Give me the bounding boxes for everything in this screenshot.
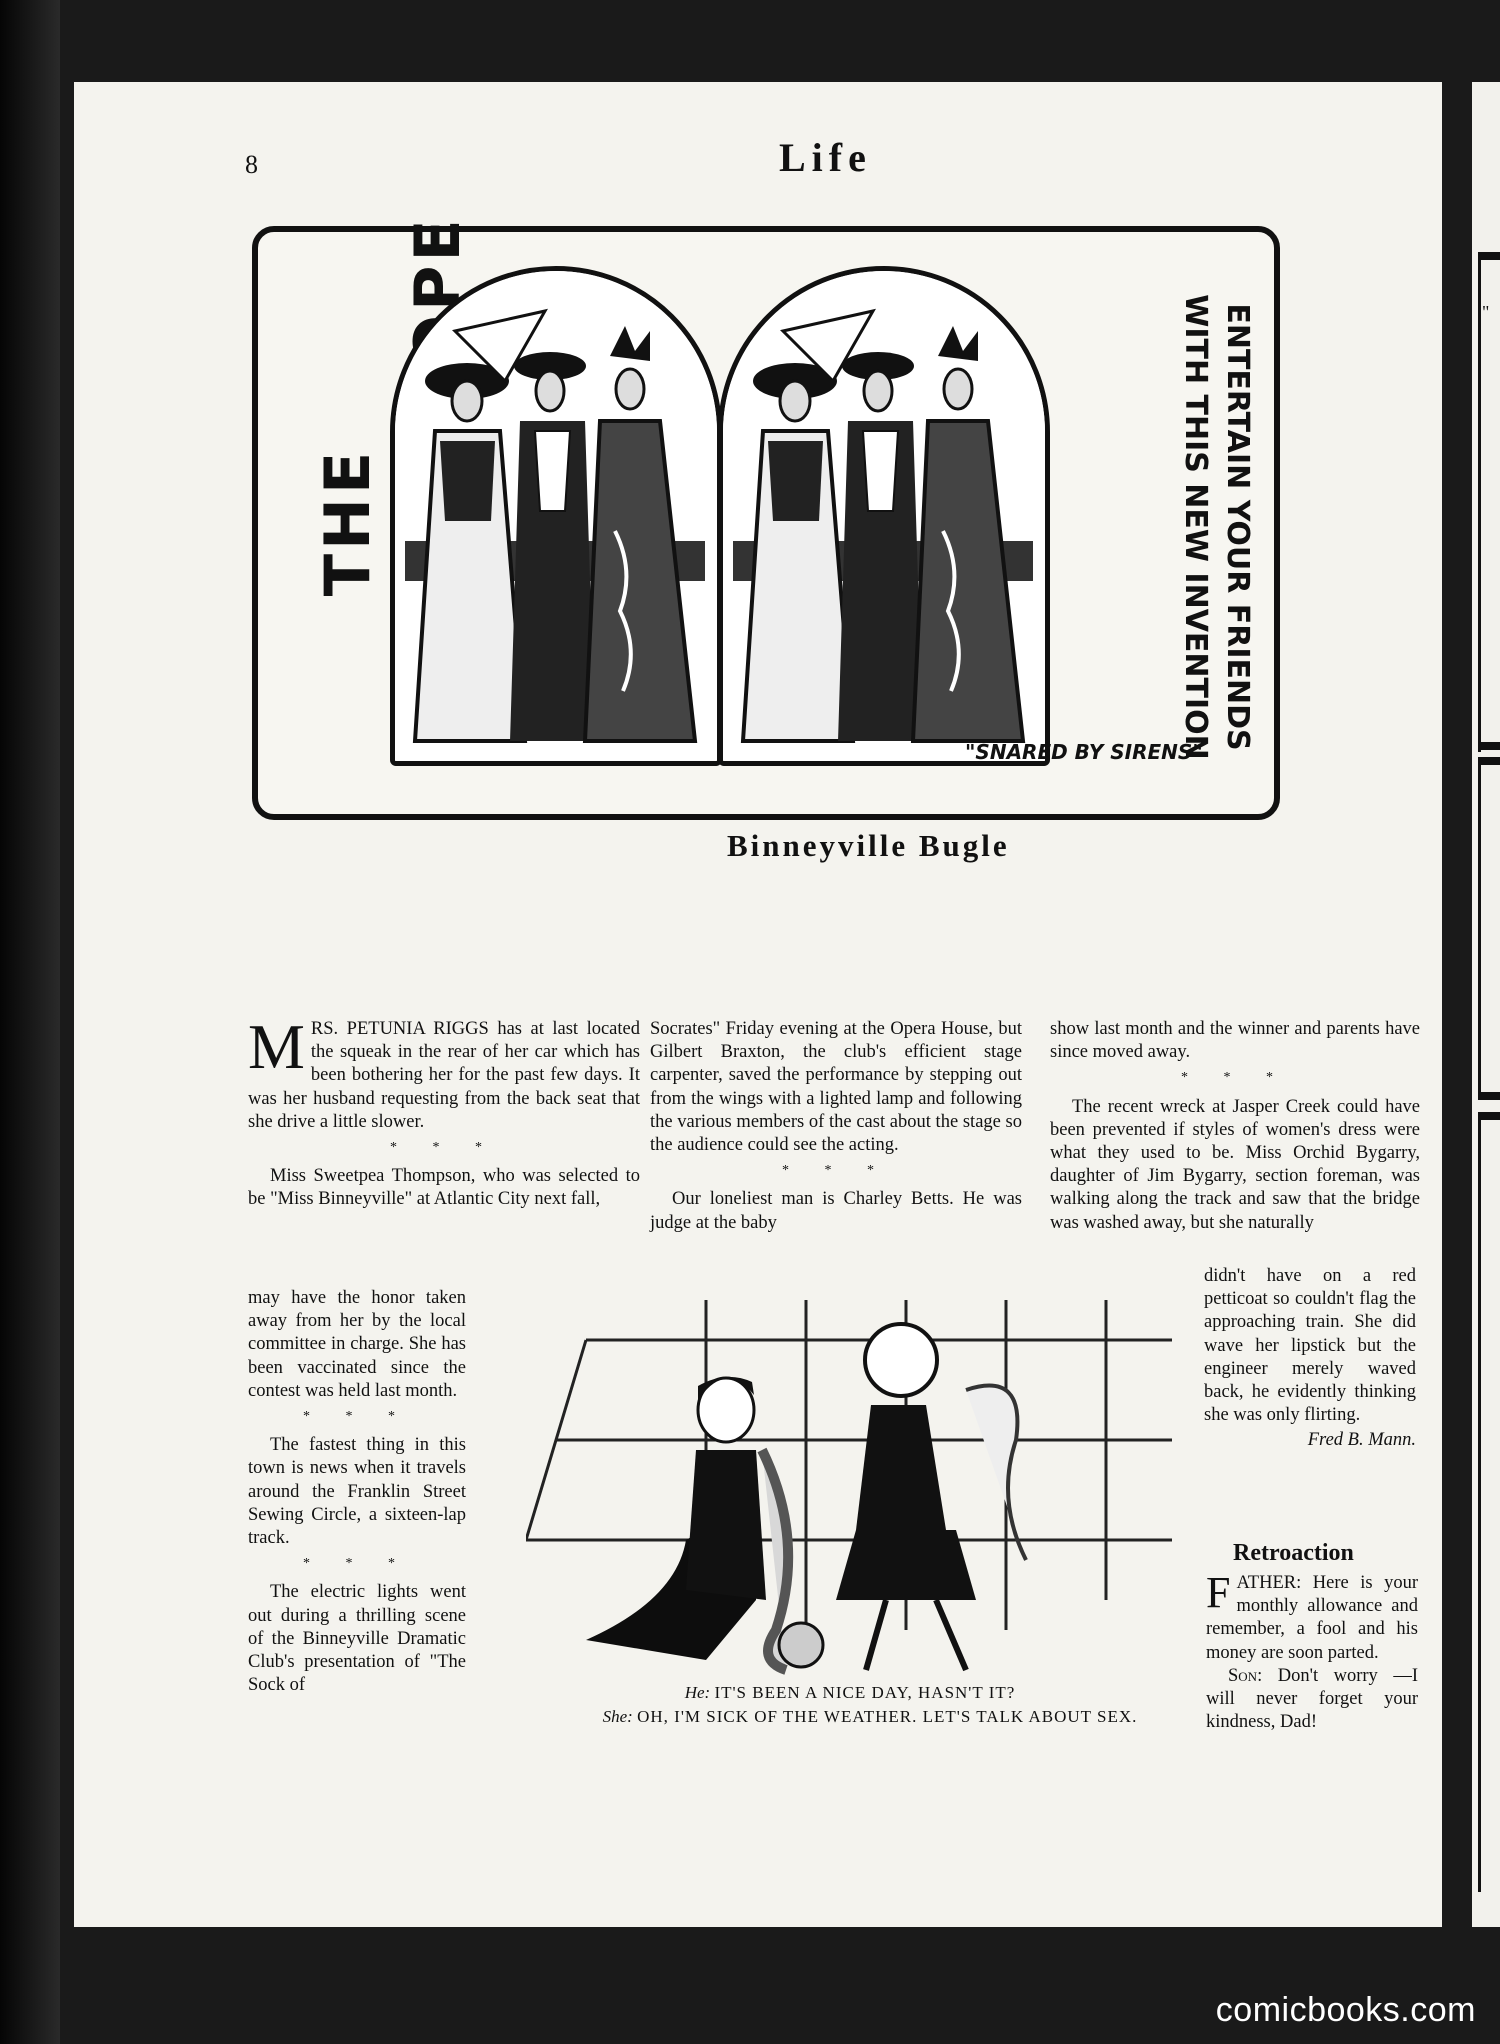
paragraph: Socrates" Friday evening at the Opera House, but Gilbert Braxton, the club's efficient stage carpenter, saved the performance by stepping out from the wings with a lighted lamp and following the various members of the cast about the stage so the audience could see the acting. xyxy=(650,1019,1022,1156)
paragraph: RS. PETUNIA RIGGS has at last located the squeak in the rear of her car which has been bothering her for the past few days. It was her husband requesting from the back seat that she drive a little slower. xyxy=(248,1019,640,1132)
article-title: Binneyville Bugle xyxy=(727,828,1010,863)
drop-cap: M xyxy=(248,1011,305,1082)
sirens-illustration-right xyxy=(723,271,1045,761)
article-column-1-top xyxy=(248,1011,640,1212)
paragraph: The fastest thing in this town is news when it travels around the Franklin Street Sewing Circle, a sixteen-lap track. xyxy=(248,1435,466,1549)
cartoon-caption-she xyxy=(520,1707,1220,1727)
ad-tagline: ENTERTAIN YOUR FRIENDS WITH THIS NEW INVENTION xyxy=(1178,294,1255,760)
cartoon-caption-he xyxy=(500,1683,1200,1703)
byline: Fred B. Mann. xyxy=(1307,1430,1416,1451)
section-divider: * * * xyxy=(782,1163,890,1179)
ad-caption: "SNARED BY SIRENS" xyxy=(965,740,1203,764)
paragraph: show last month and the winner and parents have since moved away. xyxy=(1050,1019,1420,1063)
speaker-label: Son: xyxy=(1228,1665,1263,1686)
section-divider: * * * xyxy=(303,1556,411,1572)
caption-line: IT'S BEEN A NICE DAY, HASN'T IT? xyxy=(714,1683,1016,1702)
sirens-illustration-left xyxy=(395,271,717,761)
page-number: 8 xyxy=(245,150,258,179)
stereo-image-right xyxy=(718,266,1050,766)
section-divider: * * * xyxy=(1181,1070,1289,1086)
paragraph: Don't worry —I will never forget your kindness, Dad! xyxy=(1206,1665,1418,1733)
paragraph: didn't have on a red petticoat so couldn't flag the approaching train. She did wave her lipstick but the engineer merely waved back, he evidently thinking she was only flirting. xyxy=(1204,1266,1416,1426)
paragraph: Miss Sweetpea Thompson, who was selected to be "Miss Binneyville" at Atlantic City next fall, xyxy=(248,1166,640,1210)
caption-speaker: He: xyxy=(684,1683,711,1702)
scan-edge xyxy=(0,0,60,2044)
masthead: Life xyxy=(779,135,872,180)
paragraph: Our loneliest man is Charley Betts. He was judge at the baby xyxy=(650,1189,1022,1233)
article-column-1-narrow xyxy=(248,1287,466,1697)
ad-headline: THE xyxy=(311,447,384,597)
caption-speaker: She: xyxy=(602,1707,633,1726)
article-column-3 xyxy=(1050,1018,1420,1235)
sidebar-title: Retroaction xyxy=(1233,1540,1354,1566)
section-divider: * * * xyxy=(303,1409,411,1425)
cartoon-illustration xyxy=(526,1300,1172,1680)
saxophone-cartoon xyxy=(526,1300,1172,1680)
stereoscope-advertisement xyxy=(252,226,1280,820)
caption-line: OH, I'M SICK OF THE WEATHER. LET'S TALK ABOUT SEX. xyxy=(637,1707,1138,1726)
section-divider: * * * xyxy=(390,1140,498,1156)
adjacent-page-edge: " xyxy=(1472,82,1500,1927)
paragraph: ATHER: Here is your monthly allowance and remember, a fool and his money are soon parted. xyxy=(1206,1573,1418,1663)
article-column-2 xyxy=(650,1018,1022,1235)
stereo-image-left xyxy=(390,266,722,766)
retroaction-column xyxy=(1206,1568,1418,1734)
paragraph: may have the honor taken away from her by the local committee in charge. She has been vaccinated since the contest was held last month. xyxy=(248,1288,466,1401)
paragraph: The recent wreck at Jasper Creek could have been prevented if styles of women's dress were what they used to be. Miss Orchid Bygarry, daughter of Jim Bygarry, section foreman, was walking along the track and saw that the bridge was washed away, but she naturally xyxy=(1050,1096,1420,1233)
watermark: comicbooks.com xyxy=(1215,1991,1476,2029)
article-column-3-narrow xyxy=(1204,1265,1416,1453)
drop-cap: F xyxy=(1206,1568,1231,1617)
paragraph: The electric lights went out during a thrilling scene of the Binneyville Dramatic Club's presentation of "The Sock of xyxy=(248,1582,466,1696)
